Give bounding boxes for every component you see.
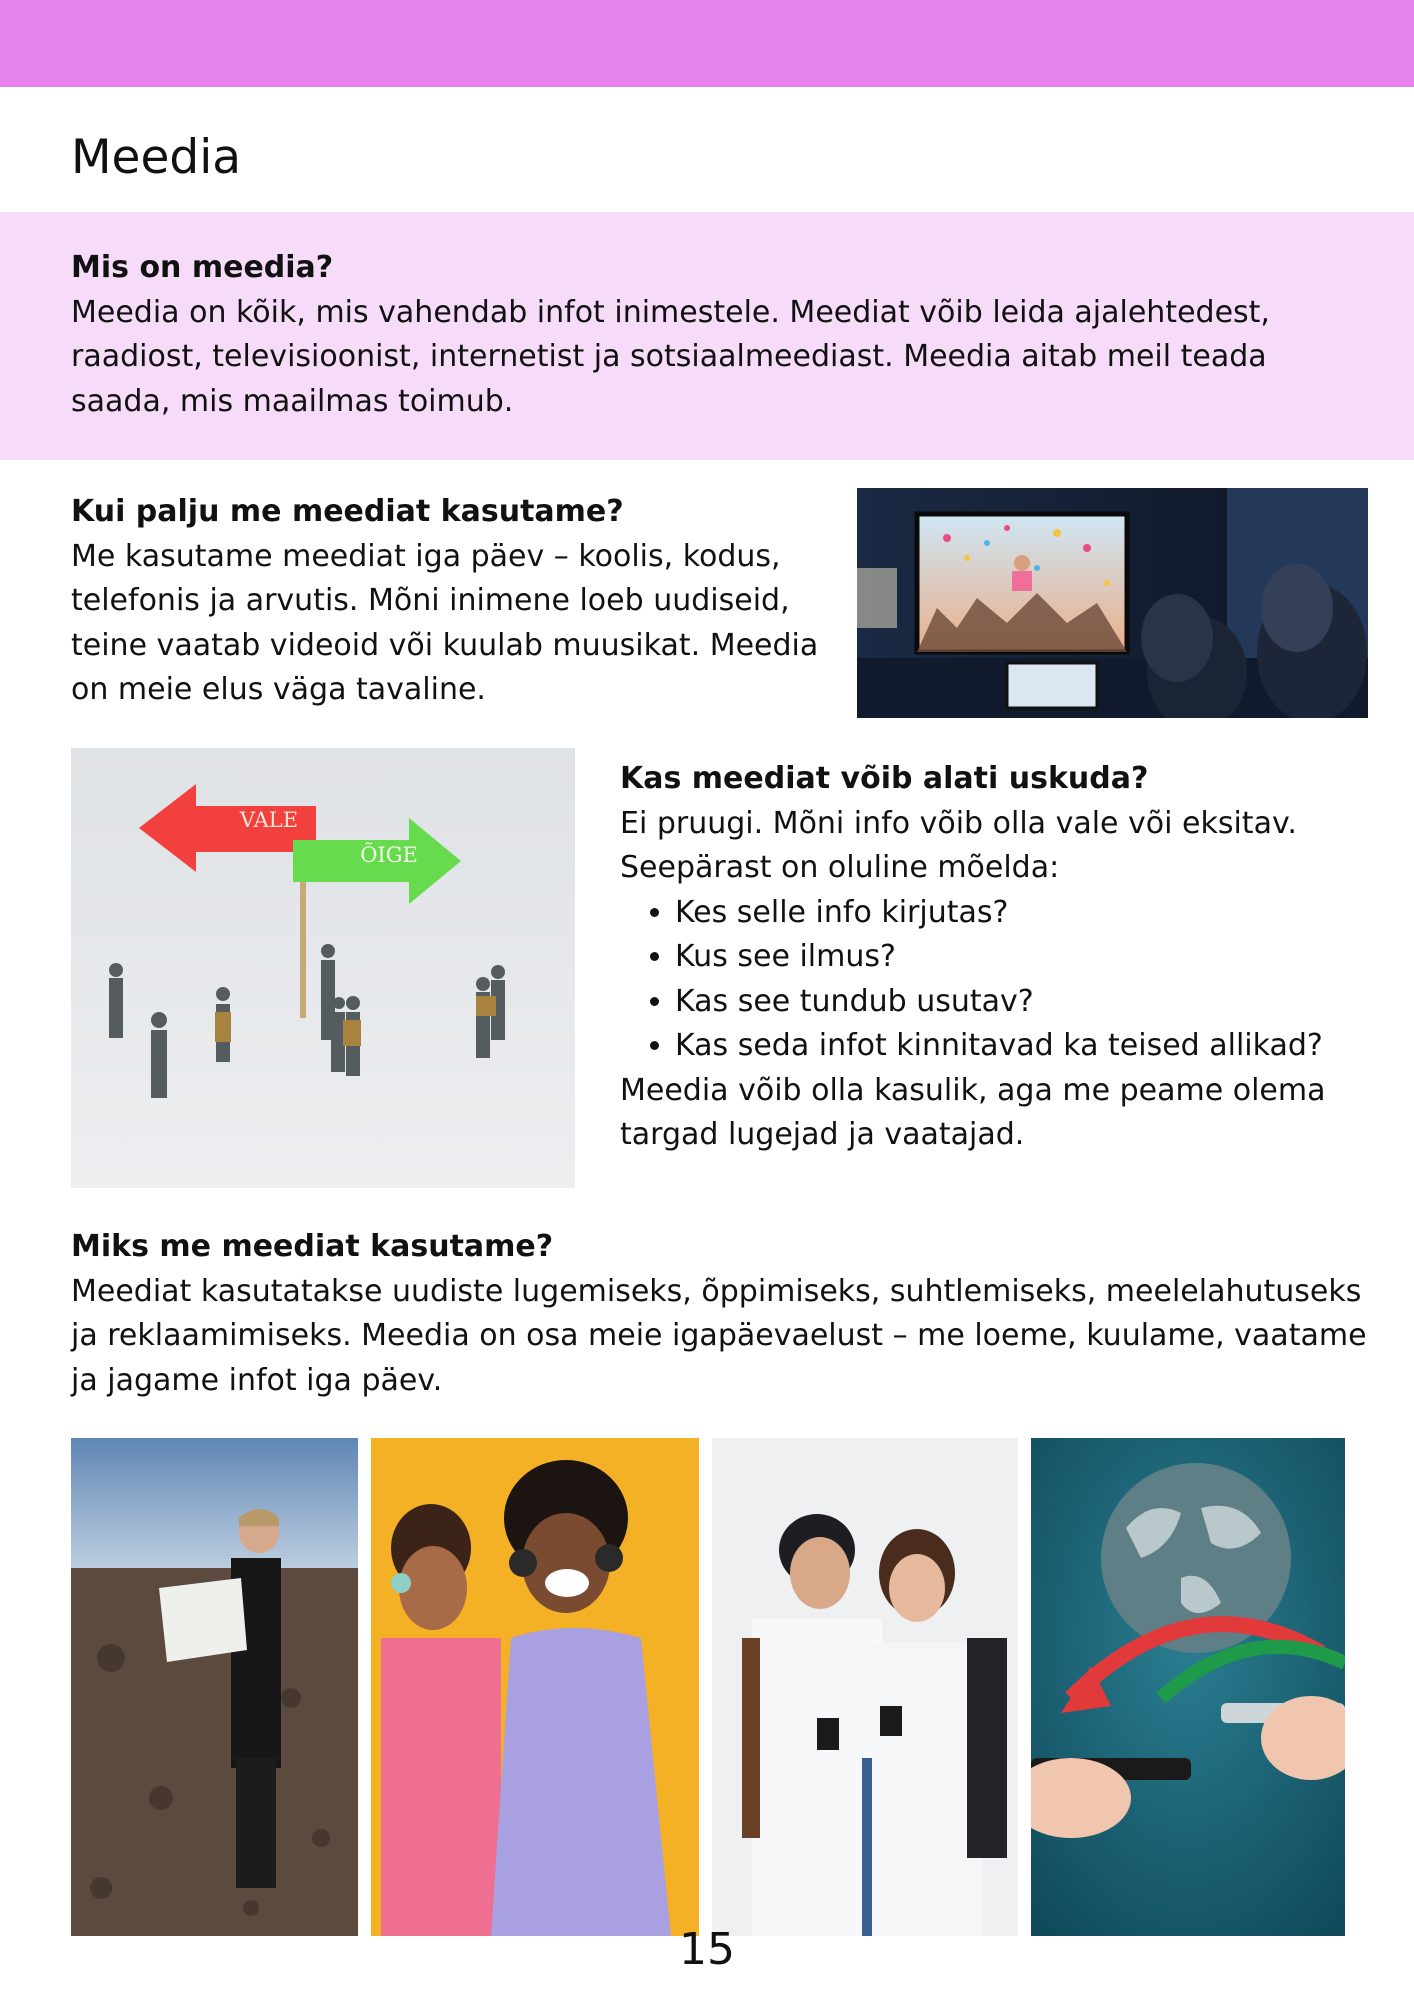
list-item: • Kas see tundub usutav? [675,980,1380,1025]
list-item: • Kus see ilmus? [675,935,1380,980]
section-what-is-media [71,246,1371,424]
section-body: Meedia on kõik, mis vahendab infot inimestele. Meediat võib leida ajalehtedest, raadiost, televisioonist, internetist ja sotsiaalmeediast. Meedia aitab meil teada saada, mis maailmas toimub. [71,294,1270,419]
section-intro: Ei pruugi. Mõni info võib olla vale või eksitav. Seepärast on oluline mõelda: [620,805,1297,885]
globe-phones-sharing-photo [1031,1438,1345,1936]
section-heading: Mis on meedia? [71,250,334,285]
top-color-bar [0,0,1414,87]
section-heading: Kui palju me meediat kasutame? [71,494,624,529]
list-item: • Kes selle info kirjutas? [675,891,1380,936]
section-body: Me kasutame meediat iga päev – koolis, kodus, telefonis ja arvutis. Mõni inimene loeb uudiseid, teine vaatab videoid või kuulab muusikat. Meedia on meie elus väga tavaline. [71,538,819,707]
section-outro: Meedia võib olla kasulik, aga me peame olema targad lugejad ja vaatajad. [620,1072,1326,1152]
page-title: Meedia [71,130,242,185]
section-body: Meediat kasutatakse uudiste lugemiseks, õppimiseks, suhtlemiseks, meelelahutuseks ja reklaamimiseks. Meedia on osa meie igapäevaelust – me loeme, kuulame, vaatame ja jagame infot iga päev. [71,1273,1367,1398]
section-why-use [71,1225,1371,1403]
teens-with-phones-photo [712,1438,1018,1936]
list-item: • Kas seda infot kinnitavad ka teised allikad? [675,1024,1380,1069]
page-number: 15 [679,1924,735,1975]
tv-watching-photo [857,488,1368,718]
section-can-we-trust [620,757,1380,1158]
question-list [620,891,1380,1069]
section-how-much [71,490,831,713]
man-reading-newspaper-photo [71,1438,358,1936]
section-heading: Kas meediat võib alati uskuda? [620,761,1149,796]
people-listening-music-photo [371,1438,699,1936]
true-false-sign-photo [71,748,575,1188]
section-heading: Miks me meediat kasutame? [71,1229,554,1264]
sign-left-label: VALE [239,808,299,832]
sign-right-label: ÕIGE [360,843,418,867]
